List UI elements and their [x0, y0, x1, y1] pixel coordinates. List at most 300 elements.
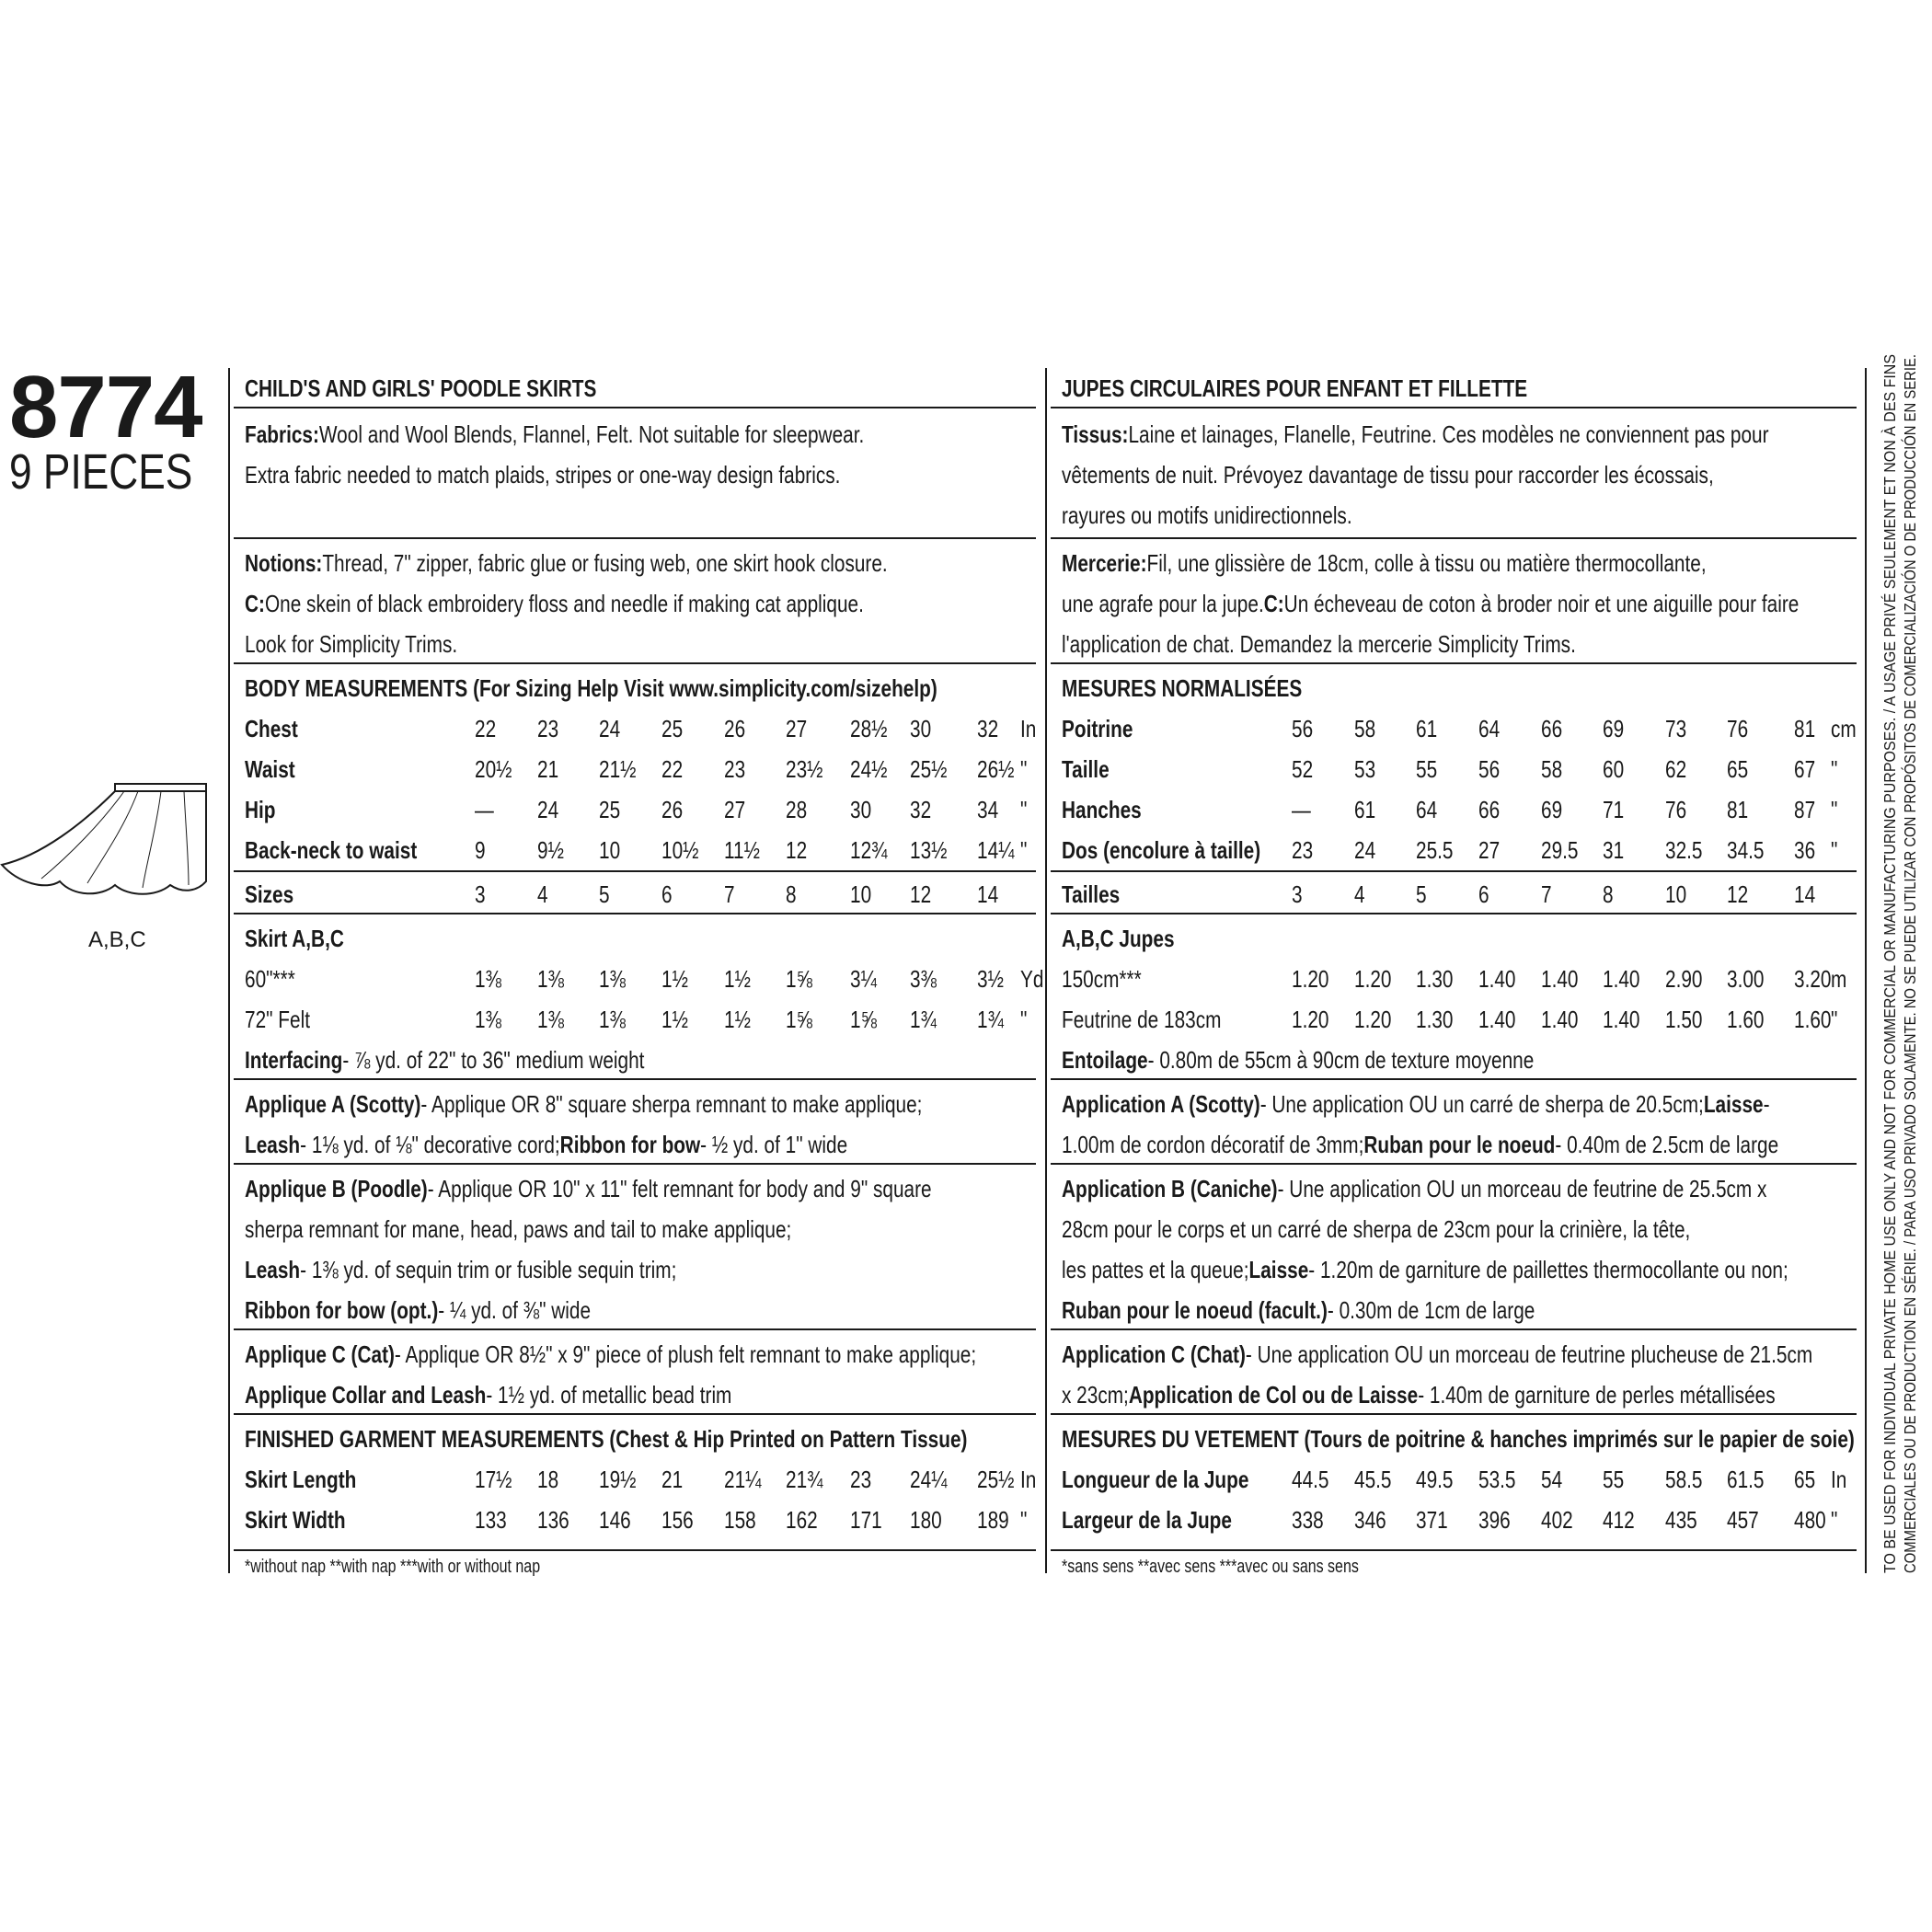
- french-row-value: 1.40: [1541, 1006, 1579, 1033]
- skirt-illustration: [0, 782, 212, 902]
- english-line-label: Interfacing: [245, 1046, 343, 1074]
- english-row-value: 17½: [475, 1466, 512, 1493]
- english-row-value: 136: [537, 1506, 569, 1534]
- english-row-value: 1⅝: [786, 965, 812, 993]
- english-text-wrap: [245, 1290, 591, 1330]
- french-line-text: - 0.80m de 55cm à 90cm de texture moyenne: [1147, 1046, 1535, 1074]
- right-edge-rule: [1865, 368, 1867, 1573]
- french-row-value: 76: [1727, 715, 1749, 742]
- french-row-value: 66: [1478, 796, 1501, 823]
- french-row-unit: ": [1831, 1506, 1838, 1534]
- french-row-unit: In: [1831, 1466, 1847, 1493]
- french-row-value: 64: [1478, 715, 1501, 742]
- english-row-value: 32: [977, 715, 999, 742]
- french-row-value: 1.40: [1541, 965, 1579, 993]
- french-text-wrap: [1062, 1374, 1776, 1415]
- section-divider: [234, 537, 1036, 539]
- english-row-value: 27: [786, 715, 808, 742]
- french-text-wrap: [1062, 1290, 1535, 1330]
- french-row-value: 56: [1292, 715, 1314, 742]
- english-row-value: 23½: [786, 755, 823, 783]
- english-row-value: 4: [537, 880, 548, 908]
- french-row-value: 67: [1794, 755, 1816, 783]
- english-text-wrap: [245, 454, 840, 495]
- english-text-wrap: [245, 624, 457, 664]
- english-row-value: 24¼: [910, 1466, 948, 1493]
- french-row-value: 66: [1541, 715, 1563, 742]
- french-line-text: les pattes et la queue;: [1062, 1256, 1249, 1283]
- english-text-wrap: [245, 1168, 932, 1209]
- french-row-value: 1.40: [1478, 965, 1516, 993]
- french-row-value: 8: [1603, 880, 1614, 908]
- english-line-text: Wool and Wool Blends, Flannel, Felt. Not suitable for sleepwear.: [318, 420, 865, 448]
- french-row-value: 29.5: [1541, 836, 1579, 864]
- english-row-value: 3¼: [850, 965, 877, 993]
- french-row-value: 480: [1794, 1506, 1826, 1534]
- french-row-value: 53.5: [1478, 1466, 1516, 1493]
- section-divider: [234, 1163, 1036, 1165]
- english-line-text: Look for Simplicity Trims.: [245, 630, 458, 658]
- english-line-label: Applique A (Scotty): [245, 1090, 421, 1118]
- english-row-value: 23: [537, 715, 559, 742]
- french-row-value: 60: [1603, 755, 1625, 783]
- french-row-value: 34.5: [1727, 836, 1765, 864]
- english-row-unit: ": [1020, 1506, 1028, 1534]
- english-line-text: - Applique OR 10" x 11" felt remnant for body and 9" square: [427, 1175, 932, 1202]
- english-row-value: 21½: [599, 755, 637, 783]
- french-row-value: 1.20: [1292, 965, 1329, 993]
- french-title-text: JUPES CIRCULAIRES POUR ENFANT ET FILLETTE: [1062, 374, 1528, 402]
- english-text-wrap: [245, 583, 864, 624]
- french-row-value: 1.40: [1603, 965, 1640, 993]
- english-row-value: 1⅝: [850, 1006, 877, 1033]
- french-text-wrap: [1062, 583, 1799, 624]
- french-text-wrap: [1062, 1249, 1788, 1290]
- english-row-unit: ": [1020, 836, 1028, 864]
- english-row-value: 1⅜: [599, 1006, 626, 1033]
- section-divider: [1051, 870, 1857, 872]
- english-line-label: Leash: [245, 1256, 301, 1283]
- french-row-value: 58: [1541, 755, 1563, 783]
- french-row-value: 87: [1794, 796, 1816, 823]
- english-row-value: 133: [475, 1506, 507, 1534]
- french-row-value: 1.60: [1794, 1006, 1832, 1033]
- french-row-unit: cm: [1831, 715, 1857, 742]
- english-row-value: 26: [724, 715, 746, 742]
- english-row-value: 21: [661, 1466, 684, 1493]
- french-row-value: 3.20: [1794, 965, 1832, 993]
- english-row-value: 14: [977, 880, 999, 908]
- french-line-text: - 0.30m de 1cm de large: [1327, 1296, 1535, 1324]
- english-footnote: *without nap **with nap ***with or without nap: [245, 1557, 541, 1577]
- french-table-row: [1051, 874, 1857, 914]
- english-row-value: 20½: [475, 755, 512, 783]
- english-row-value: 1⅜: [599, 965, 626, 993]
- french-row-value: 10: [1665, 880, 1687, 908]
- section-divider: [234, 1413, 1036, 1415]
- english-row-value: 1½: [661, 1006, 688, 1033]
- english-row-value: 1⅝: [786, 1006, 812, 1033]
- french-row-value: 2.90: [1665, 965, 1703, 993]
- section-divider: [1051, 537, 1857, 539]
- french-row-value: 24: [1354, 836, 1376, 864]
- english-row-value: 21: [537, 755, 559, 783]
- english-row-value: 6: [661, 880, 673, 908]
- french-footnote: *sans sens **avec sens ***avec ou sans sens: [1062, 1557, 1359, 1577]
- french-row-label: 150cm***: [1062, 965, 1142, 993]
- french-row-label: Poitrine: [1062, 715, 1133, 742]
- french-line-label: Laisse: [1248, 1256, 1309, 1283]
- french-row-value: 402: [1541, 1506, 1573, 1534]
- french-row-value: 81: [1727, 796, 1749, 823]
- french-row-value: 71: [1603, 796, 1625, 823]
- english-line-label: Fabrics:: [245, 420, 319, 448]
- english-row-value: 10: [599, 836, 621, 864]
- english-row-value: 12¾: [850, 836, 888, 864]
- french-row-value: 55: [1603, 1466, 1625, 1493]
- english-row-value: 11½: [724, 836, 760, 864]
- french-line-text: rayures ou motifs unidirectionnels.: [1062, 501, 1352, 529]
- french-row-value: 25.5: [1416, 836, 1454, 864]
- french-table-row: [1051, 789, 1857, 830]
- english-body-heading-text: BODY MEASUREMENTS (For Sizing Help Visit www.simplicity.com/sizehelp): [245, 674, 937, 702]
- english-row-value: 27: [724, 796, 746, 823]
- french-text-wrap: [1062, 495, 1352, 535]
- english-row-value: 28½: [850, 715, 888, 742]
- english-row-value: 189: [977, 1506, 1009, 1534]
- section-divider: [1051, 1413, 1857, 1415]
- english-table-row: [234, 959, 1044, 999]
- french-line-label: C:: [1263, 590, 1284, 617]
- french-line-label: Application B (Caniche): [1062, 1175, 1278, 1202]
- section-divider: [234, 1328, 1036, 1330]
- french-row-unit: m: [1831, 965, 1847, 993]
- english-line-label: Notions:: [245, 549, 323, 577]
- section-divider: [234, 1549, 1036, 1551]
- english-row-value: 1¾: [910, 1006, 937, 1033]
- english-row-value: 21¾: [786, 1466, 823, 1493]
- english-row-value: 156: [661, 1506, 694, 1534]
- english-row-value: 1⅜: [537, 1006, 564, 1033]
- french-line-text: l'application de chat. Demandez la mercerie Simplicity Trims.: [1062, 630, 1576, 658]
- right-column-rule: [1045, 368, 1047, 1573]
- french-text-wrap: [1062, 454, 1714, 495]
- english-row-label: Skirt Length: [245, 1466, 357, 1493]
- english-row-value: 30: [850, 796, 872, 823]
- french-line-label: Ruban pour le noeud (facult.): [1062, 1296, 1328, 1324]
- french-table-row: [1051, 708, 1857, 749]
- french-row-label: Tailles: [1062, 880, 1121, 908]
- english-row-value: 9½: [537, 836, 564, 864]
- english-row-value: 9: [475, 836, 486, 864]
- section-divider: [234, 1078, 1036, 1080]
- french-table-row: [1051, 999, 1857, 1040]
- french-line-text: 1.00m de cordon décoratif de 3mm;: [1062, 1131, 1364, 1158]
- french-body-heading-text: MESURES NORMALISÉES: [1062, 674, 1303, 702]
- french-row-value: 54: [1541, 1466, 1563, 1493]
- french-row-label: Longueur de la Jupe: [1062, 1466, 1249, 1493]
- french-line-text: Un écheveau de coton à broder noir et une aiguille pour faire: [1283, 590, 1800, 617]
- english-row-value: 25: [661, 715, 684, 742]
- english-row-value: 5: [599, 880, 610, 908]
- english-row-value: 22: [475, 715, 497, 742]
- french-row-value: 1.20: [1354, 1006, 1392, 1033]
- french-row-value: 27: [1478, 836, 1501, 864]
- french-row-value: 44.5: [1292, 1466, 1329, 1493]
- french-row-value: 65: [1727, 755, 1749, 783]
- english-row-value: 1⅜: [475, 1006, 501, 1033]
- english-row-label: Hip: [245, 796, 276, 823]
- section-divider: [1051, 1163, 1857, 1165]
- english-row-value: 180: [910, 1506, 942, 1534]
- english-row-value: 34: [977, 796, 999, 823]
- english-text-wrap: [245, 1124, 847, 1165]
- french-line-text: Fil, une glissière de 18cm, colle à tissu ou matière thermocollante,: [1146, 549, 1707, 577]
- english-line-text: - 1⅛ yd. of ⅛" decorative cord;: [300, 1131, 560, 1158]
- english-row-value: 1⅜: [475, 965, 501, 993]
- english-row-value: 26½: [977, 755, 1015, 783]
- french-finished-heading-text: MESURES DU VETEMENT (Tours de poitrine & hanches imprimés sur le papier de soie): [1062, 1425, 1855, 1453]
- french-row-value: 58.5: [1665, 1466, 1703, 1493]
- french-line-label: Application A (Scotty): [1062, 1090, 1260, 1118]
- french-line-label: Application C (Chat): [1062, 1340, 1246, 1368]
- english-row-value: 3½: [977, 965, 1004, 993]
- french-line-label: Tissus:: [1062, 420, 1129, 448]
- english-text-wrap: [245, 1374, 731, 1415]
- french-row-label: Dos (encolure à taille): [1062, 836, 1261, 864]
- english-row-value: 24: [599, 715, 621, 742]
- english-text-wrap: [245, 1334, 976, 1374]
- english-row-value: 25½: [910, 755, 948, 783]
- french-row-value: 1.30: [1416, 965, 1454, 993]
- french-line-text: - 1.40m de garniture de perles métallisées: [1418, 1381, 1776, 1409]
- french-table-row: [1051, 1500, 1857, 1540]
- english-row-value: 23: [850, 1466, 872, 1493]
- section-divider: [1051, 1328, 1857, 1330]
- french-line-text: - Une application OU un morceau de feutrine plucheuse de 21.5cm: [1245, 1340, 1813, 1368]
- english-row-label: Sizes: [245, 880, 294, 908]
- french-row-label: Largeur de la Jupe: [1062, 1506, 1232, 1534]
- french-line-text: une agrafe pour la jupe.: [1062, 590, 1264, 617]
- english-row-unit: Yd: [1020, 965, 1044, 993]
- usage-disclaimer-line-2: COMMERCIALES OU DE PRODUCTION EN SÉRIE. / PARA USO PRIVADO SOLAMENTE. NO SE PUEDE UTILIZAR CON PROPÓSITOS DE COMERCIALIZACIÓN O DE PRODUCCIÓN EN SERIE.: [1901, 350, 1919, 1573]
- english-row-unit: In: [1020, 1466, 1037, 1493]
- french-row-value: 69: [1603, 715, 1625, 742]
- french-table-row: [1051, 959, 1857, 999]
- english-row-value: 10: [850, 880, 872, 908]
- english-table-row: [234, 874, 1036, 914]
- english-finished-heading-text: FINISHED GARMENT MEASUREMENTS (Chest & Hip Printed on Pattern Tissue): [245, 1425, 968, 1453]
- english-row-value: 22: [661, 755, 684, 783]
- french-row-value: 69: [1541, 796, 1563, 823]
- english-row-value: —: [475, 796, 494, 823]
- french-row-label: Hanches: [1062, 796, 1142, 823]
- french-row-value: 32.5: [1665, 836, 1703, 864]
- french-line-label: Mercerie:: [1062, 549, 1147, 577]
- english-line-text: - ½ yd. of 1" wide: [700, 1131, 848, 1158]
- french-row-value: 457: [1727, 1506, 1759, 1534]
- english-row-value: 146: [599, 1506, 631, 1534]
- french-row-value: 396: [1478, 1506, 1511, 1534]
- section-divider: [1051, 913, 1857, 914]
- french-row-value: 3: [1292, 880, 1303, 908]
- english-row-value: 12: [786, 836, 808, 864]
- french-row-value: 56: [1478, 755, 1501, 783]
- french-row-value: 5: [1416, 880, 1427, 908]
- french-row-value: 61.5: [1727, 1466, 1765, 1493]
- english-line-text: One skein of black embroidery floss and needle if making cat applique.: [264, 590, 864, 617]
- french-line-text: Laine et lainages, Flanelle, Feutrine. Ces modèles ne conviennent pas pour: [1128, 420, 1769, 448]
- english-row-value: 3⅜: [910, 965, 937, 993]
- english-row-value: 1⅜: [537, 965, 564, 993]
- french-row-value: —: [1292, 796, 1311, 823]
- french-row-value: 62: [1665, 755, 1687, 783]
- french-row-value: 3.00: [1727, 965, 1765, 993]
- french-line-text: -: [1763, 1090, 1770, 1118]
- usage-disclaimer-line-1: TO BE USED FOR INDIVIDUAL PRIVATE HOME USE ONLY AND NOT FOR COMMERCIAL OR MANUFACTURING PURPOSES. / A USAGE PRIVÉ SEULEMENT ET NON À DES FINS: [1880, 350, 1899, 1573]
- french-row-value: 1.50: [1665, 1006, 1703, 1033]
- french-row-value: 23: [1292, 836, 1314, 864]
- french-row-value: 36: [1794, 836, 1816, 864]
- french-row-value: 49.5: [1416, 1466, 1454, 1493]
- english-line-text: - Applique OR 8" square sherpa remnant to make applique;: [420, 1090, 923, 1118]
- english-row-value: 14¼: [977, 836, 1015, 864]
- english-table-row: [234, 708, 1036, 749]
- french-row-value: 1.40: [1603, 1006, 1640, 1033]
- usage-disclaimer: [1879, 350, 1921, 1573]
- english-text-wrap: [245, 543, 888, 583]
- english-row-label: Skirt Width: [245, 1506, 346, 1534]
- french-text-wrap: [1062, 1124, 1778, 1165]
- english-table-row: [234, 999, 1036, 1040]
- french-line-text: - Une application OU un carré de sherpa de 20.5cm;: [1259, 1090, 1704, 1118]
- english-row-value: 1½: [661, 965, 688, 993]
- section-divider: [1051, 407, 1857, 408]
- english-line-text: - ¼ yd. of ⅜" wide: [438, 1296, 592, 1324]
- section-divider: [234, 913, 1036, 914]
- english-line-text: Extra fabric needed to match plaids, stripes or one-way design fabrics.: [245, 461, 841, 489]
- english-line-label: Leash: [245, 1131, 301, 1158]
- english-row-label: 60"***: [245, 965, 295, 993]
- left-column-rule: [228, 368, 230, 1573]
- english-row-value: 10½: [661, 836, 699, 864]
- english-row-value: 162: [786, 1506, 818, 1534]
- english-row-value: 1¾: [977, 1006, 1004, 1033]
- section-divider: [1051, 1549, 1857, 1551]
- french-row-value: 12: [1727, 880, 1749, 908]
- english-row-unit: ": [1020, 1006, 1028, 1033]
- french-skirt-heading-text: A,B,C Jupes: [1062, 925, 1175, 952]
- english-row-value: 1½: [724, 1006, 751, 1033]
- english-table-row: [234, 1500, 1036, 1540]
- french-line-text: - 0.40m de 2.5cm de large: [1555, 1131, 1779, 1158]
- english-row-value: 32: [910, 796, 932, 823]
- french-text-wrap: [1062, 414, 1769, 454]
- english-row-value: 1½: [724, 965, 751, 993]
- french-text-wrap: [1062, 543, 1707, 583]
- french-row-unit: ": [1831, 836, 1838, 864]
- french-text-wrap: [1062, 1040, 1534, 1080]
- english-line-text: - 1⅜ yd. of sequin trim or fusible sequin trim;: [300, 1256, 677, 1283]
- french-line-text: vêtements de nuit. Prévoyez davantage de tissu pour raccorder les écossais,: [1062, 461, 1714, 489]
- french-table-row: [1051, 830, 1857, 870]
- french-row-value: 64: [1416, 796, 1438, 823]
- english-row-value: 25½: [977, 1466, 1015, 1493]
- english-row-value: 25: [599, 796, 621, 823]
- french-row-unit: ": [1831, 1006, 1838, 1033]
- english-row-value: 28: [786, 796, 808, 823]
- french-row-value: 14: [1794, 880, 1816, 908]
- french-text-wrap: [1062, 1168, 1766, 1209]
- french-line-text: - 1.20m de garniture de paillettes thermocollante ou non;: [1308, 1256, 1788, 1283]
- french-line-label: Laisse: [1703, 1090, 1764, 1118]
- english-row-value: 158: [724, 1506, 756, 1534]
- english-row-label: Waist: [245, 755, 295, 783]
- english-line-label: Ribbon for bow (opt.): [245, 1296, 439, 1324]
- english-line-label: Applique Collar and Leash: [245, 1381, 487, 1409]
- french-row-unit: ": [1831, 796, 1838, 823]
- french-row-value: 412: [1603, 1506, 1635, 1534]
- english-text-wrap: [245, 1084, 922, 1124]
- french-row-value: 76: [1665, 796, 1687, 823]
- english-row-value: 13½: [910, 836, 948, 864]
- english-text-wrap: [245, 414, 864, 454]
- english-row-value: 24½: [850, 755, 888, 783]
- english-line-text: Thread, 7" zipper, fabric glue or fusing web, one skirt hook closure.: [322, 549, 888, 577]
- french-row-value: 55: [1416, 755, 1438, 783]
- french-row-value: 1.30: [1416, 1006, 1454, 1033]
- english-row-value: 18: [537, 1466, 559, 1493]
- english-row-label: 72" Felt: [245, 1006, 310, 1033]
- english-line-text: - 1½ yd. of metallic bead trim: [486, 1381, 732, 1409]
- english-line-text: sherpa remnant for mane, head, paws and tail to make applique;: [245, 1215, 792, 1243]
- english-row-value: 3: [475, 880, 486, 908]
- french-row-value: 338: [1292, 1506, 1324, 1534]
- french-row-value: 61: [1354, 796, 1376, 823]
- english-title-text: CHILD'S AND GIRLS' POODLE SKIRTS: [245, 374, 597, 402]
- french-row-value: 31: [1603, 836, 1625, 864]
- english-row-value: 24: [537, 796, 559, 823]
- views-label: A,B,C: [88, 927, 146, 952]
- english-text-wrap: [245, 1249, 676, 1290]
- french-text-wrap: [1062, 1334, 1812, 1374]
- french-row-value: 81: [1794, 715, 1816, 742]
- english-row-unit: In: [1020, 715, 1037, 742]
- english-row-value: 21¼: [724, 1466, 762, 1493]
- french-row-value: 1.20: [1354, 965, 1392, 993]
- french-row-value: 371: [1416, 1506, 1448, 1534]
- french-row-value: 1.20: [1292, 1006, 1329, 1033]
- english-row-value: 30: [910, 715, 932, 742]
- french-line-label: Ruban pour le noeud: [1363, 1131, 1556, 1158]
- english-row-label: Chest: [245, 715, 298, 742]
- english-row-value: 19½: [599, 1466, 637, 1493]
- section-divider: [234, 870, 1036, 872]
- english-line-text: - Applique OR 8½" x 9" piece of plush felt remnant to make applique;: [394, 1340, 977, 1368]
- english-row-unit: ": [1020, 755, 1028, 783]
- french-row-unit: ": [1831, 755, 1838, 783]
- french-row-value: 346: [1354, 1506, 1386, 1534]
- french-text-wrap: [1062, 1084, 1770, 1124]
- english-row-value: 171: [850, 1506, 882, 1534]
- french-row-value: 7: [1541, 880, 1552, 908]
- french-row-value: 4: [1354, 880, 1365, 908]
- english-table-row: [234, 830, 1036, 870]
- english-row-value: 8: [786, 880, 797, 908]
- french-table-row: [1051, 1459, 1857, 1500]
- french-text-wrap: [1062, 624, 1576, 664]
- section-divider: [234, 662, 1036, 664]
